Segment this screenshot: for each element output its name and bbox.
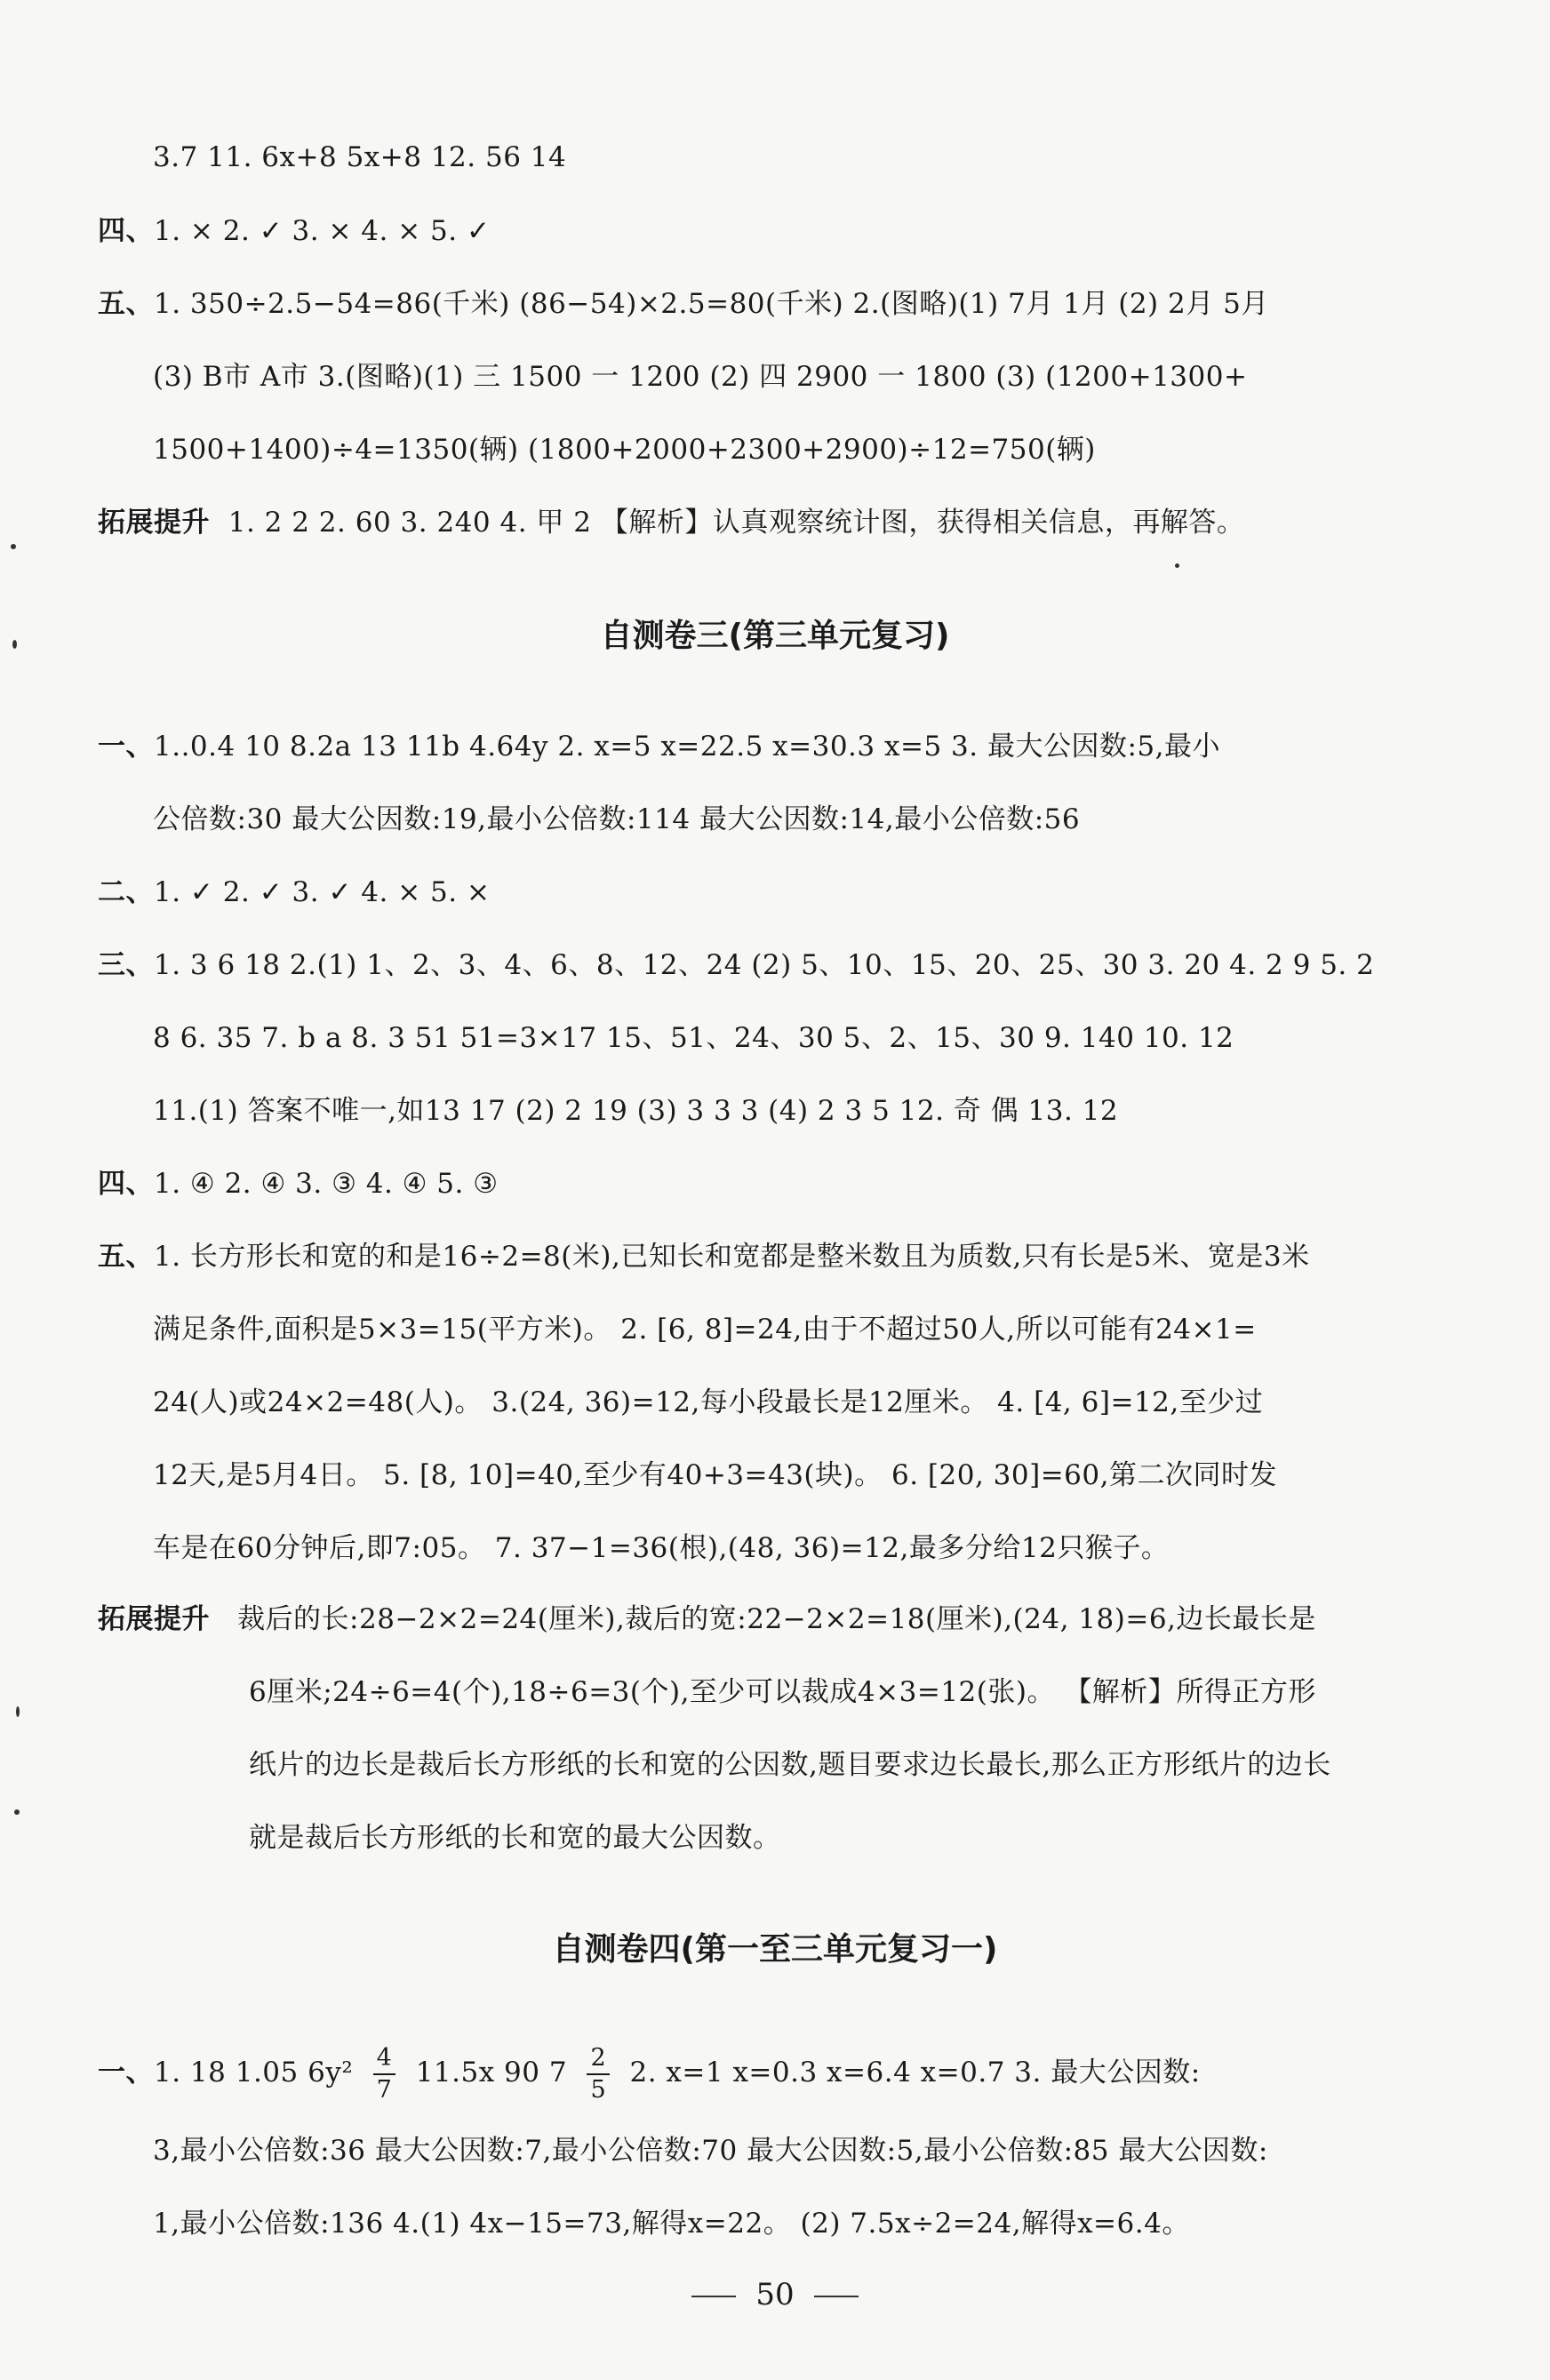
fraction bbox=[587, 2043, 610, 2105]
section-label: 一、 bbox=[98, 2057, 154, 2088]
section-label: 四、 bbox=[98, 215, 154, 247]
test4-s1-line-2: 3,最小公倍数:36 最大公因数:7,最小公倍数:70 最大公因数:5,最小公倍数:85 最大公因数: bbox=[153, 2135, 1268, 2167]
prev-extension bbox=[98, 503, 1413, 542]
section-label: 五、 bbox=[98, 1241, 154, 1273]
test3-ext-line-2: 6厘米;24÷6=4(个),18÷6=3(个),至少可以裁成4×3=12(张)。 【解析】所得正方形 bbox=[249, 1676, 1316, 1708]
answer-text: 1. 18 1.05 6y² bbox=[154, 2057, 354, 2088]
prev-line-1: 3.7 11. 6x+8 5x+8 12. 56 14 bbox=[153, 141, 567, 173]
test3-section-one bbox=[98, 727, 1413, 766]
test3-section-three bbox=[98, 946, 1413, 985]
dash-left bbox=[691, 2296, 736, 2297]
scan-speck bbox=[14, 1809, 20, 1815]
answer-text: 1. × 2. ✓ 3. × 4. × 5. ✓ bbox=[154, 215, 491, 247]
page-number-text: 50 bbox=[755, 2277, 795, 2312]
page-number bbox=[0, 2275, 1550, 2314]
scan-speck bbox=[12, 640, 17, 649]
answer-text: 1..0.4 10 8.2a 13 11b 4.64y 2. x=5 x=22.5 x=30.3 x=5 3. 最大公因数:5,最小 bbox=[154, 731, 1220, 763]
test3-ext-line-4: 就是裁后长方形纸的长和宽的最大公因数。 bbox=[249, 1822, 781, 1854]
fraction bbox=[373, 2043, 396, 2105]
prev-section-four bbox=[98, 212, 1413, 251]
extension-label: 拓展提升 bbox=[98, 507, 210, 539]
prev-section-five bbox=[98, 284, 1413, 323]
answer-text: 1. ✓ 2. ✓ 3. ✓ 4. × 5. × bbox=[154, 876, 491, 908]
test4-s1-line-3: 1,最小公倍数:136 4.(1) 4x−15=73,解得x=22。 (2) 7.5x÷2=24,解得x=6.4。 bbox=[153, 2208, 1190, 2240]
section-label: 四、 bbox=[98, 1168, 154, 1200]
test3-section-five bbox=[98, 1237, 1413, 1276]
test3-section-four bbox=[98, 1164, 1413, 1203]
fraction-denominator: 7 bbox=[376, 2075, 393, 2104]
test4-title: 自测卷四(第一至三单元复习一) bbox=[552, 1931, 998, 1968]
test3-s5-line-3: 24(人)或24×2=48(人)。 3.(24, 36)=12,每小段最长是12厘米。 4. [4, 6]=12,至少过 bbox=[153, 1386, 1264, 1418]
test3-s5-line-5: 车是在60分钟后,即7:05。 7. 37−1=36(根),(48, 36)=12,最多分给12只猴子。 bbox=[153, 1532, 1170, 1564]
answer-text: 1. 2 2 2. 60 3. 240 4. 甲 2 【解析】认真观察统计图，获得相关信息，再解答。 bbox=[228, 507, 1245, 539]
extension-label: 拓展提升 bbox=[98, 1603, 210, 1635]
test3-s5-line-4: 12天,是5月4日。 5. [8, 10]=40,至少有40+3=43(块)。 6. [20, 30]=60,第二次同时发 bbox=[153, 1459, 1277, 1491]
test3-section-two bbox=[98, 873, 1413, 912]
test3-s1-line-2: 公倍数:30 最大公因数:19,最小公倍数:114 最大公因数:14,最小公倍数:56 bbox=[153, 803, 1081, 835]
scan-speck bbox=[1175, 563, 1179, 568]
fraction-denominator: 5 bbox=[590, 2075, 607, 2104]
scan-speck bbox=[16, 1706, 20, 1717]
dash-right bbox=[814, 2296, 859, 2297]
answer-text: 1. 长方形长和宽的和是16÷2=8(米),已知长和宽都是整米数且为质数,只有长是5米、宽是3米 bbox=[154, 1241, 1310, 1273]
section-label: 五、 bbox=[98, 288, 154, 320]
answer-text: 1. 350÷2.5−54=86(千米) (86−54)×2.5=80(千米) 2.(图略)(1) 7月 1月 (2) 2月 5月 bbox=[154, 288, 1269, 320]
test3-s3-line-3: 11.(1) 答案不唯一,如13 17 (2) 2 19 (3) 3 3 3 (4) 2 3 5 12. 奇 偶 13. 12 bbox=[153, 1095, 1119, 1127]
section-label: 一、 bbox=[98, 731, 154, 763]
test3-s5-line-2: 满足条件,面积是5×3=15(平方米)。 2. [6, 8]=24,由于不超过50人,所以可能有24×1= bbox=[153, 1314, 1257, 1346]
prev-line-4: (3) B市 A市 3.(图略)(1) 三 1500 一 1200 (2) 四 2900 一 1800 (3) (1200+1300+ bbox=[153, 361, 1248, 393]
test3-ext-line-3: 纸片的边长是裁后长方形纸的长和宽的公因数,题目要求边长最长,那么正方形纸片的边长 bbox=[249, 1749, 1331, 1781]
scan-speck bbox=[11, 544, 16, 549]
test3-title: 自测卷三(第三单元复习) bbox=[600, 618, 950, 654]
fraction-numerator: 4 bbox=[373, 2043, 396, 2075]
fraction-numerator: 2 bbox=[587, 2043, 610, 2075]
section-label: 三、 bbox=[98, 949, 154, 981]
answer-text: 11.5x 90 7 bbox=[415, 2057, 568, 2088]
test3-s3-line-2: 8 6. 35 7. b a 8. 3 51 51=3×17 15、51、24、30 5、2、15、30 9. 140 10. 12 bbox=[153, 1022, 1234, 1054]
answer-text: 2. x=1 x=0.3 x=6.4 x=0.7 3. 最大公因数: bbox=[629, 2057, 1201, 2088]
answer-text: 1. 3 6 18 2.(1) 1、2、3、4、6、8、12、24 (2) 5、10、15、20、25、30 3. 20 4. 2 9 5. 2 bbox=[154, 949, 1375, 981]
answer-text: 1. ④ 2. ④ 3. ③ 4. ④ 5. ③ bbox=[154, 1168, 499, 1200]
prev-line-5: 1500+1400)÷4=1350(辆) (1800+2000+2300+2900)÷12=750(辆) bbox=[153, 434, 1096, 466]
test4-section-one bbox=[98, 2037, 1413, 2108]
section-label: 二、 bbox=[98, 876, 154, 908]
answer-text: 裁后的长:28−2×2=24(厘米),裁后的宽:22−2×2=18(厘米),(24, 18)=6,边长最长是 bbox=[237, 1603, 1316, 1635]
test3-extension bbox=[98, 1600, 1413, 1639]
